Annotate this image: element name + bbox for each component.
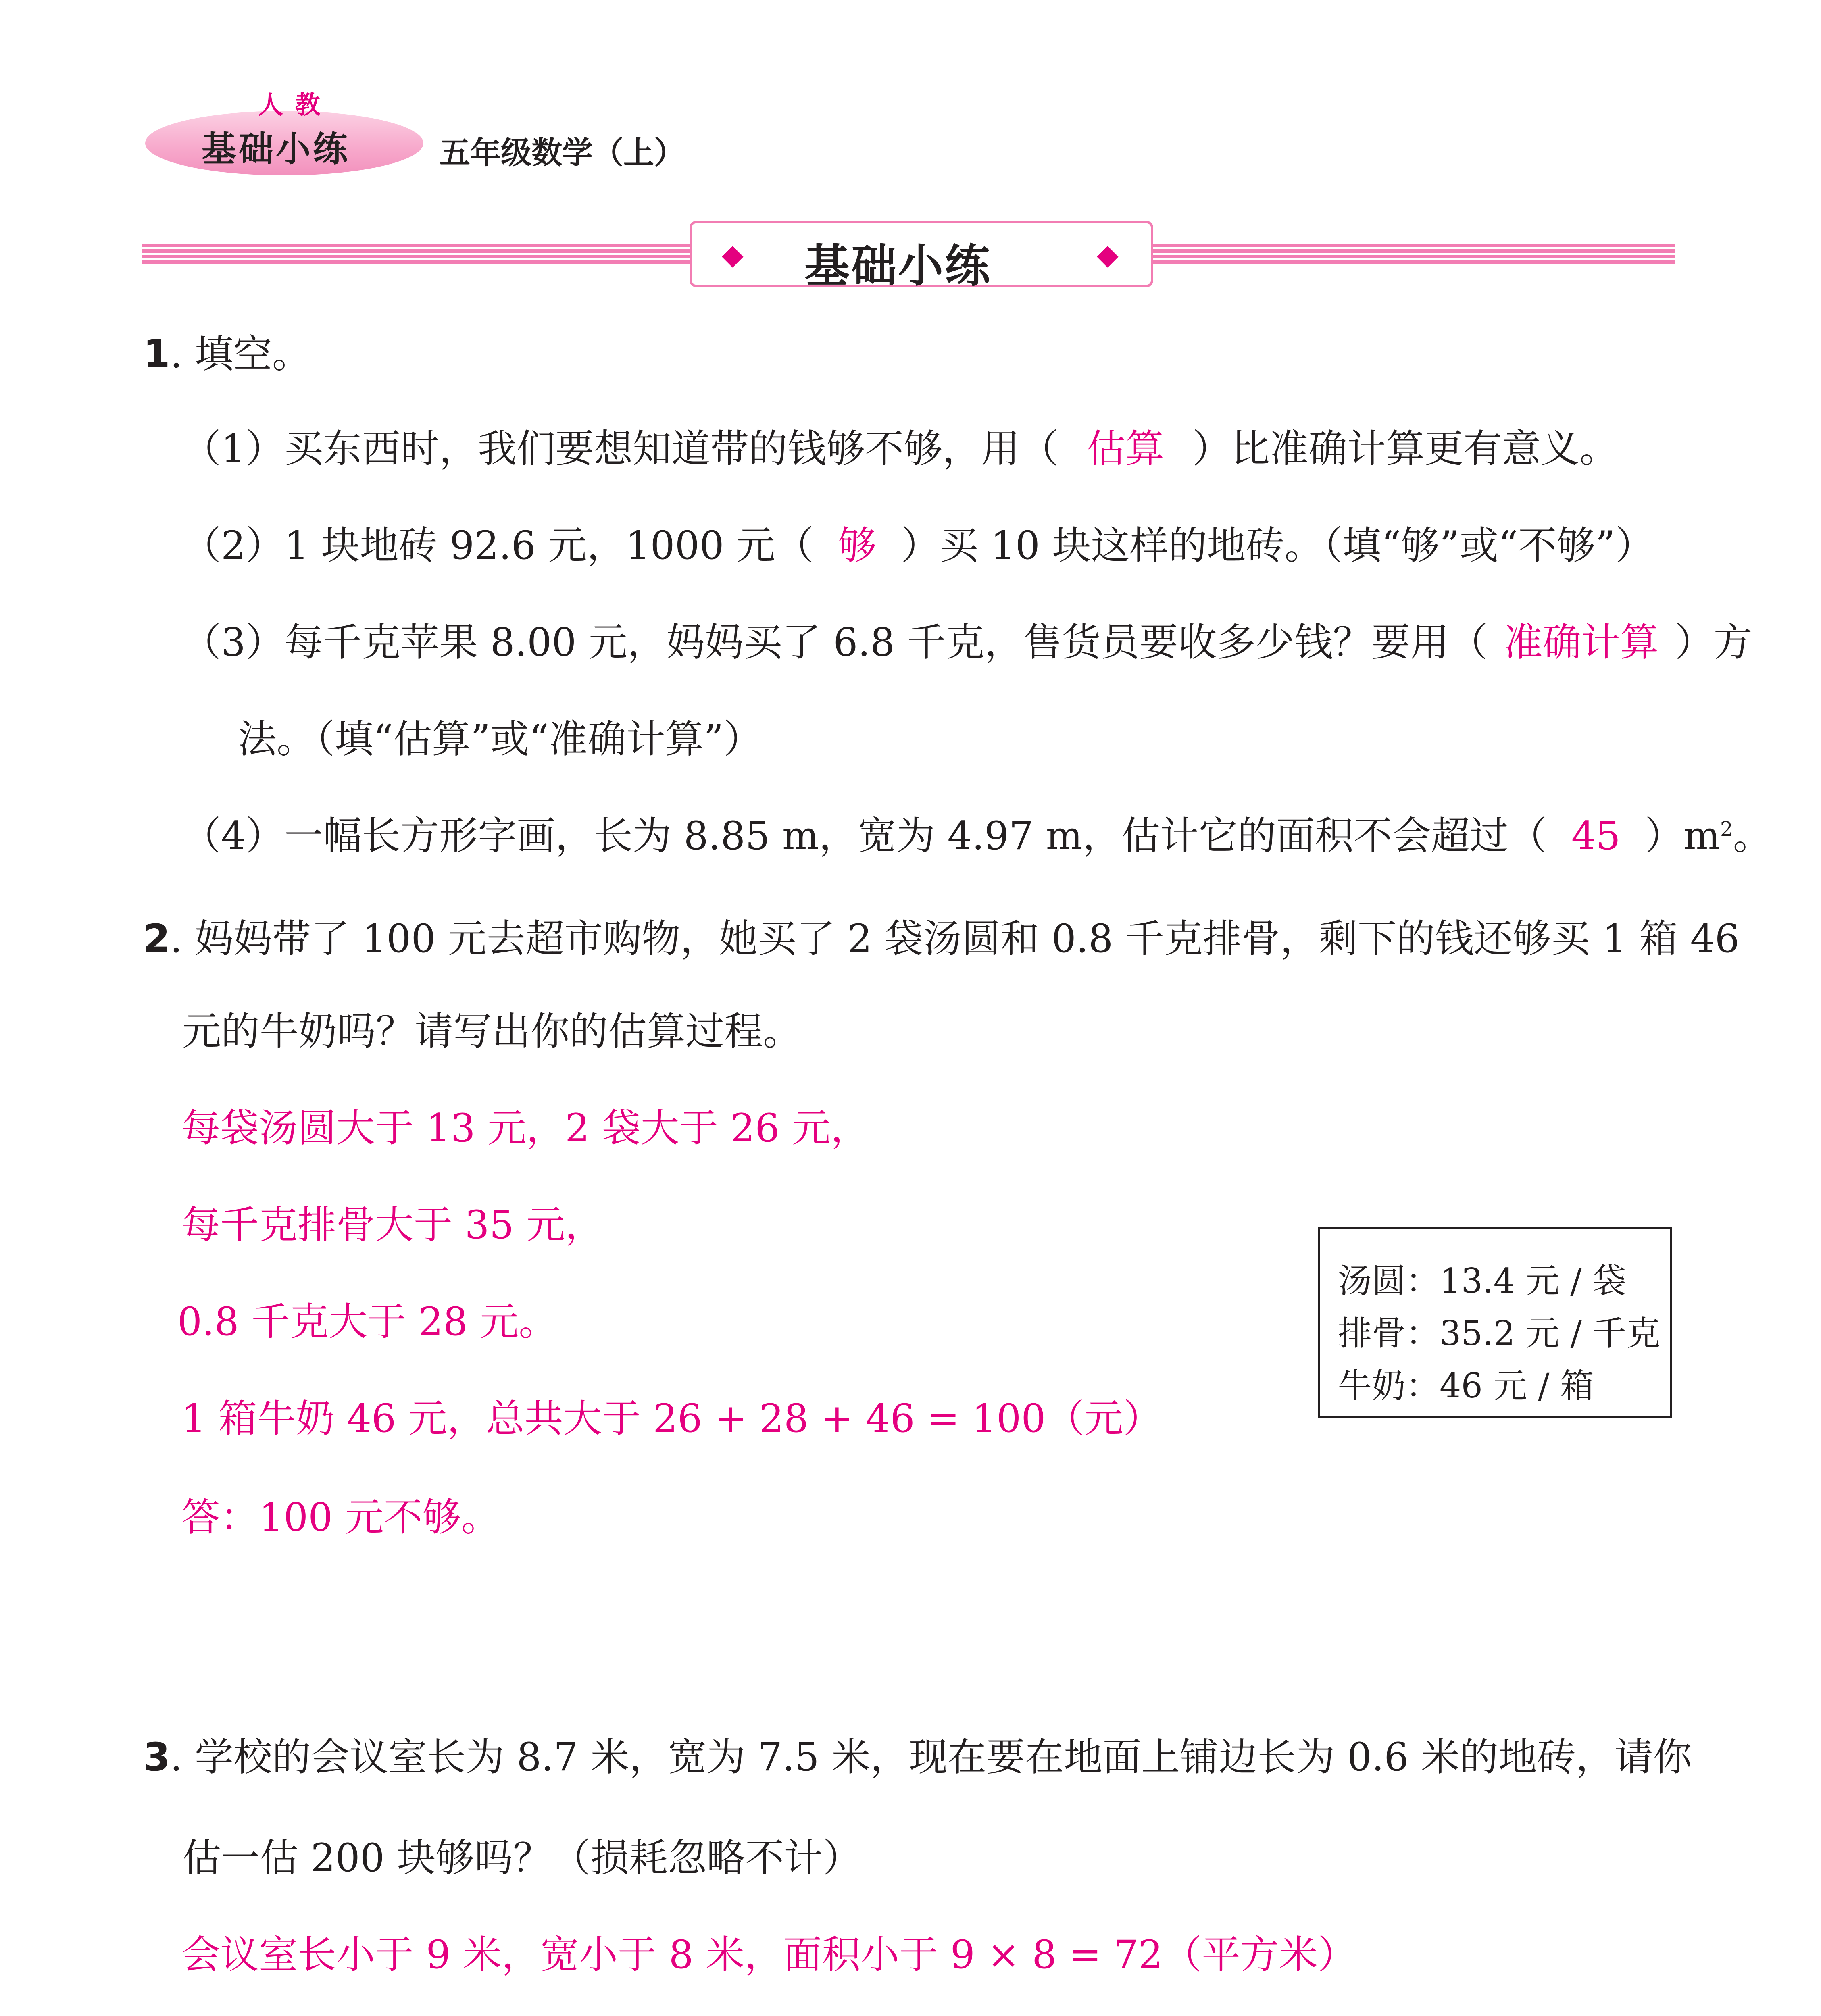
section-title: 基础小练 [804,240,992,292]
q1-item-1: （1）买东西时，我们要想知道带的钱够不够，用（ 估算 ）比准确计算更有意义。 [182,426,1619,471]
q1-item-3-cont: 法。（填“估算”或“准确计算”） [238,716,763,762]
q2-line-1: 2. 妈妈带了 100 元去超市购物，她买了 2 袋汤圆和 0.8 千克排骨，剩下的钱还够买 1 箱 46 [143,916,1740,961]
q2-answer-5: 答：100 元不够。 [181,1495,500,1540]
q2-answer-3: 0.8 千克大于 28 元。 [177,1299,558,1344]
q2-answer-1: 每袋汤圆大于 13 元，2 袋大于 26 元， [181,1106,869,1151]
price-milk: 牛奶：46 元 / 箱 [1338,1366,1594,1406]
q3-line-2: 估一估 200 块够吗？（损耗忽略不计） [182,1835,862,1881]
answer: 估算 [1087,426,1165,471]
q1-item-4: （4）一幅长方形字画，长为 8.85 m，宽为 4.97 m，估计它的面积不会超过（ 45 ）$m^2$。 [182,813,1772,858]
q1-heading: 1. 填空。 [143,331,311,377]
diamond-icon: ◆ [1097,238,1119,271]
q2-answer-4: 1 箱牛奶 46 元，总共大于 26 + 28 + 46 = 100（元） [181,1396,1162,1441]
logo-publisher: 人教 [258,90,333,119]
q3-answer-1: 会议室长小于 9 米，宽小于 8 米，面积小于 9 × 8 = 72（平方米） [181,1932,1356,1977]
q1-item-3: （3）每千克苹果 8.00 元，妈妈买了 6.8 千克，售货员要收多少钱？要用（ 准确计算 ）方 [182,620,1752,665]
answer: 45 [1571,813,1621,858]
answer: 够 [838,523,877,568]
logo-title: 基础小练 [202,129,350,169]
diamond-icon: ◆ [722,238,744,271]
q1-item-2: （2）1 块地砖 92.6 元，1000 元（ 够 ）买 10 块这样的地砖。（填“够”或“不够”） [182,523,1654,568]
q3-line-1: 3. 学校的会议室长为 8.7 米，宽为 7.5 米，现在要在地面上铺边长为 0.6 米的地砖，请你 [143,1735,1692,1780]
q2-line-2: 元的牛奶吗？请写出你的估算过程。 [182,1009,802,1054]
price-tangyuan: 汤圆：13.4 元 / 袋 [1338,1261,1627,1301]
banner-rule-left [142,244,690,266]
q2-answer-2: 每千克排骨大于 35 元， [181,1202,604,1248]
banner-rule-right [1152,244,1675,266]
price-paigu: 排骨：35.2 元 / 千克 [1338,1314,1661,1353]
answer: 准确计算 [1504,620,1659,665]
grade-subject: 五年级数学（上） [440,135,685,171]
